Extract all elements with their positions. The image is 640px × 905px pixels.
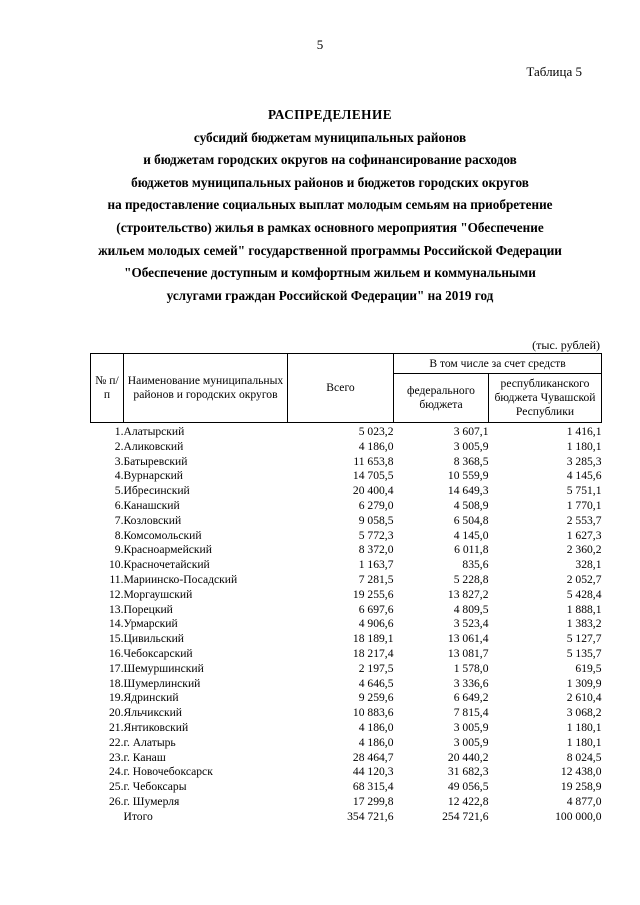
table-row	[91, 736, 602, 751]
cell-federal: 49 056,5	[447, 780, 489, 794]
cell-name: Ибресинский	[123, 484, 190, 498]
cell-total: 4 906,6	[358, 617, 394, 631]
cell-num: 2.	[114, 439, 124, 453]
cell-name: Порецкий	[123, 602, 173, 616]
title-line: и бюджетам городских округов на софинансирование расходов	[143, 152, 517, 168]
header-num: № п/п	[91, 354, 124, 423]
cell-num: 15.	[109, 632, 124, 646]
header-including: В том числе за счет средств	[394, 354, 602, 374]
cell-name: Аликовский	[123, 439, 184, 453]
table-row	[91, 529, 602, 544]
cell-federal: 6 011,8	[454, 543, 489, 557]
cell-num: 20.	[109, 706, 124, 720]
cell-federal: 4 145,0	[453, 528, 489, 542]
cell-total: 17 299,8	[352, 794, 394, 808]
cell-num: 5.	[114, 484, 124, 498]
title-line: (строительство) жилья в рамках основного мероприятия "Обеспечение	[116, 219, 544, 235]
cell-num	[91, 810, 124, 825]
cell-num: 4.	[114, 469, 124, 483]
table-row	[91, 677, 602, 692]
cell-federal: 13 827,2	[447, 587, 489, 601]
cell-republic: 1 180,1	[566, 735, 602, 749]
cell-republic: 4 145,6	[566, 469, 602, 483]
cell-total: 10 883,6	[352, 706, 394, 720]
cell-federal: 3 336,6	[453, 676, 489, 690]
table-row	[91, 440, 602, 455]
cell-federal: 3 607,1	[453, 425, 489, 438]
cell-total: 9 058,5	[358, 513, 394, 527]
cell-total: 4 186,0	[358, 439, 394, 453]
cell-num: 17.	[109, 661, 124, 675]
header-name: Наименование муниципальных районов и городских округов	[124, 354, 288, 423]
cell-republic: 5 135,7	[566, 646, 602, 660]
cell-total: 2 197,5	[358, 661, 394, 675]
title-line: услугами граждан Российской Федерации" на 2019 год	[166, 287, 494, 303]
cell-name: Шемуршинский	[123, 661, 204, 675]
cell-federal: 10 559,9	[447, 469, 489, 483]
cell-num: 7.	[114, 513, 124, 527]
cell-republic: 1 383,2	[566, 617, 602, 631]
cell-federal: 14 649,3	[447, 484, 489, 498]
cell-federal: 20 440,2	[447, 750, 489, 764]
table-row	[91, 751, 602, 766]
cell-republic: 1 770,1	[566, 498, 602, 512]
cell-republic: 8 024,5	[566, 750, 602, 764]
table-row	[91, 573, 602, 588]
cell-num: 1.	[114, 425, 124, 438]
cell-republic: 1 627,3	[566, 528, 602, 542]
cell-name: Комсомольский	[123, 528, 202, 542]
cell-total: 7 281,5	[358, 572, 394, 586]
cell-federal: 1 578,0	[453, 661, 489, 675]
cell-republic: 5 127,7	[566, 632, 602, 646]
title-heading: РАСПРЕДЕЛЕНИЕ	[268, 107, 392, 122]
cell-total: 1 163,7	[358, 558, 394, 572]
table-row	[91, 543, 602, 558]
cell-republic: 100 000,0	[555, 809, 602, 823]
header-total: Всего	[288, 354, 394, 423]
document-title	[60, 104, 600, 307]
cell-name: Канашский	[123, 498, 180, 512]
cell-total: 28 464,7	[352, 750, 394, 764]
cell-num: 3.	[114, 454, 124, 468]
cell-total: 19 255,6	[352, 587, 394, 601]
cell-num: 11.	[109, 572, 124, 586]
cell-republic: 5 751,1	[566, 484, 602, 498]
cell-republic: 12 438,0	[560, 765, 602, 779]
cell-name: Мариинско-Посадский	[123, 572, 238, 586]
cell-republic: 2 610,4	[566, 691, 602, 705]
cell-num: 23.	[109, 750, 124, 764]
total-row	[91, 810, 602, 825]
cell-name: Батыревский	[123, 454, 188, 468]
cell-name: Чебоксарский	[123, 646, 193, 660]
cell-federal: 6 504,8	[453, 513, 489, 527]
cell-total: 5 023,2	[358, 425, 394, 438]
cell-num: 6.	[114, 498, 124, 512]
table-row	[91, 484, 602, 499]
cell-republic: 3 068,2	[566, 706, 602, 720]
table-row	[91, 647, 602, 662]
cell-republic: 2 553,7	[566, 513, 602, 527]
cell-total: 68 315,4	[352, 780, 394, 794]
table-row	[91, 588, 602, 603]
cell-name: Красночетайский	[123, 558, 210, 572]
table-row	[91, 721, 602, 736]
cell-federal: 4 508,9	[453, 498, 489, 512]
cell-num: 24.	[109, 765, 124, 779]
cell-name: г. Чебоксары	[123, 780, 187, 794]
cell-total: 5 772,3	[358, 528, 394, 542]
table-label: Таблица 5	[526, 64, 582, 79]
cell-name: Козловский	[123, 513, 182, 527]
cell-name: Ядринский	[123, 691, 179, 705]
table-row	[91, 469, 602, 484]
cell-num: 22.	[109, 735, 124, 749]
table-row	[91, 795, 602, 810]
cell-federal: 8 368,5	[453, 454, 489, 468]
cell-republic: 1 180,1	[566, 439, 602, 453]
title-line: субсидий бюджетам муниципальных районов	[193, 129, 467, 145]
table-row	[91, 514, 602, 529]
cell-num: 25.	[109, 780, 124, 794]
cell-name: Красноармейский	[123, 543, 212, 557]
cell-name: Цивильский	[123, 632, 185, 646]
cell-total: 4 186,0	[358, 720, 394, 734]
cell-federal: 3 005,9	[453, 735, 489, 749]
cell-name: Яльчикский	[123, 706, 182, 720]
cell-federal: 4 809,5	[453, 602, 489, 616]
cell-federal: 12 422,8	[447, 794, 489, 808]
table-body	[91, 423, 602, 825]
cell-name: г. Канаш	[123, 750, 166, 764]
page-number: 5	[316, 37, 324, 52]
cell-federal: 3 005,9	[453, 720, 489, 734]
cell-num: 19.	[109, 691, 124, 705]
cell-num: 21.	[109, 720, 124, 734]
table-row	[91, 455, 602, 470]
table-row	[91, 706, 602, 721]
cell-total: 18 217,4	[352, 646, 394, 660]
cell-federal: 835,6	[462, 558, 489, 572]
cell-num: 26.	[109, 794, 124, 808]
cell-federal: 5 228,8	[453, 572, 489, 586]
cell-total: 11 653,8	[353, 454, 394, 468]
cell-total: 14 705,5	[352, 469, 394, 483]
table-row	[91, 617, 602, 632]
cell-total: 8 372,0	[358, 543, 394, 557]
cell-num: 10.	[109, 558, 124, 572]
cell-num: 16.	[109, 646, 124, 660]
table-row	[91, 558, 602, 573]
cell-name: Вурнарский	[123, 469, 184, 483]
cell-republic: 4 877,0	[566, 794, 602, 808]
table-row	[91, 603, 602, 618]
cell-total: 4 186,0	[358, 735, 394, 749]
cell-num: 18.	[109, 676, 124, 690]
cell-federal: 3 005,9	[453, 439, 489, 453]
cell-republic: 3 285,3	[566, 454, 602, 468]
cell-total: 4 646,5	[358, 676, 394, 690]
cell-name: Алатырский	[123, 425, 185, 438]
cell-name: Янтиковский	[123, 720, 189, 734]
cell-republic: 2 052,7	[566, 572, 602, 586]
table-row	[91, 499, 602, 514]
cell-num: 13.	[109, 602, 124, 616]
table-row	[91, 632, 602, 647]
cell-federal: 254 721,6	[442, 809, 489, 823]
cell-republic: 1 180,1	[566, 720, 602, 734]
cell-federal: 7 815,4	[453, 706, 489, 720]
cell-name: Урмарский	[123, 617, 178, 631]
cell-name: Итого	[123, 809, 153, 823]
cell-total: 9 259,6	[358, 691, 394, 705]
cell-federal: 13 081,7	[447, 646, 489, 660]
cell-total: 20 400,4	[352, 484, 394, 498]
header-federal: федерального бюджета	[394, 374, 489, 423]
cell-federal: 13 061,4	[447, 632, 489, 646]
cell-republic: 5 428,4	[566, 587, 602, 601]
title-line: "Обеспечение доступным и комфортным жильем и коммунальными	[124, 265, 536, 281]
units-label: (тыс. рублей)	[532, 338, 600, 352]
header-republic: республиканского бюджета Чувашской Республики	[489, 374, 602, 423]
cell-republic: 1 309,9	[566, 676, 602, 690]
subsidy-table	[90, 353, 602, 825]
cell-republic: 328,1	[575, 558, 602, 572]
cell-republic: 619,5	[575, 661, 602, 675]
table-row	[91, 780, 602, 795]
cell-total: 44 120,3	[352, 765, 394, 779]
title-line: жильем молодых семей" государственной программы Российской Федерации	[98, 242, 562, 258]
cell-num: 9.	[114, 543, 124, 557]
cell-total: 354 721,6	[347, 809, 394, 823]
cell-name: г. Алатырь	[123, 735, 176, 749]
cell-total: 6 279,0	[358, 498, 394, 512]
cell-num: 8.	[114, 528, 124, 542]
table-row	[91, 662, 602, 677]
cell-republic: 1 416,1	[566, 425, 602, 438]
cell-federal: 6 649,2	[453, 691, 489, 705]
cell-name: Моргаушский	[123, 587, 193, 601]
cell-republic: 1 888,1	[566, 602, 602, 616]
cell-total: 6 697,6	[358, 602, 394, 616]
cell-name: г. Новочебоксарск	[123, 765, 213, 779]
cell-name: г. Шумерля	[123, 794, 180, 808]
cell-num: 14.	[109, 617, 124, 631]
cell-republic: 2 360,2	[566, 543, 602, 557]
cell-name: Шумерлинский	[123, 676, 201, 690]
cell-total: 18 189,1	[352, 632, 394, 646]
table-row	[91, 691, 602, 706]
cell-republic: 19 258,9	[560, 780, 602, 794]
cell-num: 12.	[109, 587, 124, 601]
table-row	[91, 765, 602, 780]
cell-federal: 31 682,3	[447, 765, 489, 779]
title-line: на предоставление социальных выплат молодым семьям на приобретение	[107, 197, 553, 213]
table-row	[91, 423, 602, 440]
cell-federal: 3 523,4	[453, 617, 489, 631]
title-line: бюджетов муниципальных районов и бюджетов городских округов	[131, 174, 529, 190]
